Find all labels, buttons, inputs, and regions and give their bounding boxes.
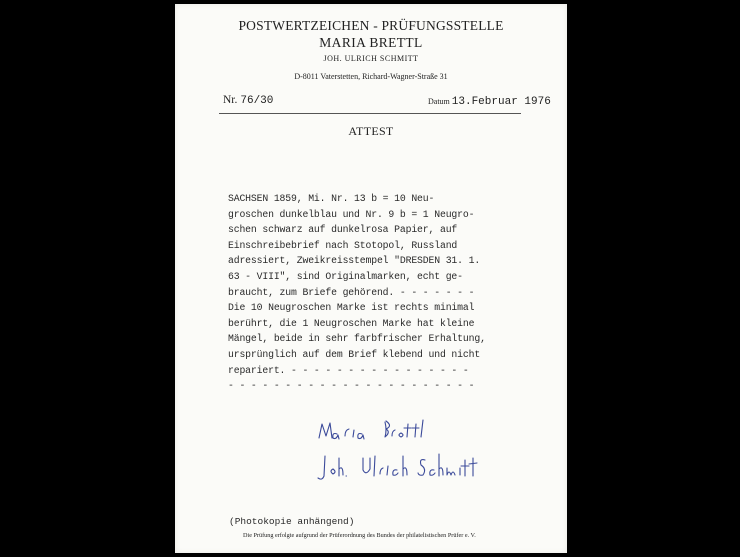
body-line: - - - - - - - - - - - - - - - - - - - - - - bbox=[228, 380, 475, 392]
certificate-page bbox=[175, 4, 567, 553]
body-line: repariert. - - - - - - - - - - - - - - - - bbox=[228, 364, 469, 376]
signature-joh-ulrich-schmitt bbox=[318, 454, 477, 479]
body-line: 63 - VIII", sind Originalmarken, echt ge- bbox=[228, 270, 463, 282]
body-line: berührt, die 1 Neugroschen Marke hat kleine bbox=[228, 317, 475, 329]
header-divider bbox=[219, 113, 521, 114]
reference-date-label: Datum bbox=[428, 97, 450, 106]
body-line: adressiert, Zweikreisstempel "DRESDEN 31. 1. bbox=[228, 255, 481, 267]
reference-date bbox=[428, 96, 551, 108]
attest-body bbox=[228, 191, 548, 394]
letterhead-title: POSTWERTZEICHEN - PRÜFUNGSSTELLE bbox=[238, 18, 504, 33]
body-line: schen schwarz auf dunkelrosa Papier, auf bbox=[228, 224, 458, 236]
reference-date-value: 13.Februar 1976 bbox=[451, 96, 551, 108]
body-line: braucht, zum Briefe gehörend. - - - - - - - bbox=[228, 286, 475, 298]
footer-note: Die Prüfung erfolgte aufgrund der Prüferordnung des Bundes der philatelistischen Prüfer e. V. bbox=[243, 532, 476, 539]
body-line: Die 10 Neugroschen Marke ist rechts minimal bbox=[228, 302, 475, 314]
signatures-block bbox=[175, 414, 567, 524]
reference-number-value: 76/30 bbox=[240, 95, 274, 107]
document-title: ATTEST bbox=[348, 124, 394, 138]
letterhead-name: MARIA BRETTL bbox=[319, 35, 423, 50]
body-line: Einschreibebrief nach Stotopol, Russland bbox=[228, 239, 458, 251]
body-line: ursprünglich auf dem Brief klebend und nicht bbox=[228, 348, 481, 360]
letterhead-subname: JOH. ULRICH SCHMITT bbox=[323, 54, 419, 63]
letterhead-address: D-8011 Vaterstetten, Richard-Wagner-Straße 31 bbox=[294, 72, 448, 81]
photocopy-note: (Photokopie anhängend) bbox=[229, 516, 355, 527]
body-line: SACHSEN 1859, Mi. Nr. 13 b = 10 Neu- bbox=[228, 193, 435, 204]
signature-maria-brettl bbox=[319, 420, 423, 439]
body-line: Mängel, beide in sehr farbfrischer Erhaltung, bbox=[228, 333, 486, 345]
body-line: groschen dunkelblau und Nr. 9 b = 1 Neugro- bbox=[228, 208, 475, 220]
reference-number bbox=[223, 94, 273, 107]
reference-number-label: Nr. bbox=[223, 94, 238, 106]
